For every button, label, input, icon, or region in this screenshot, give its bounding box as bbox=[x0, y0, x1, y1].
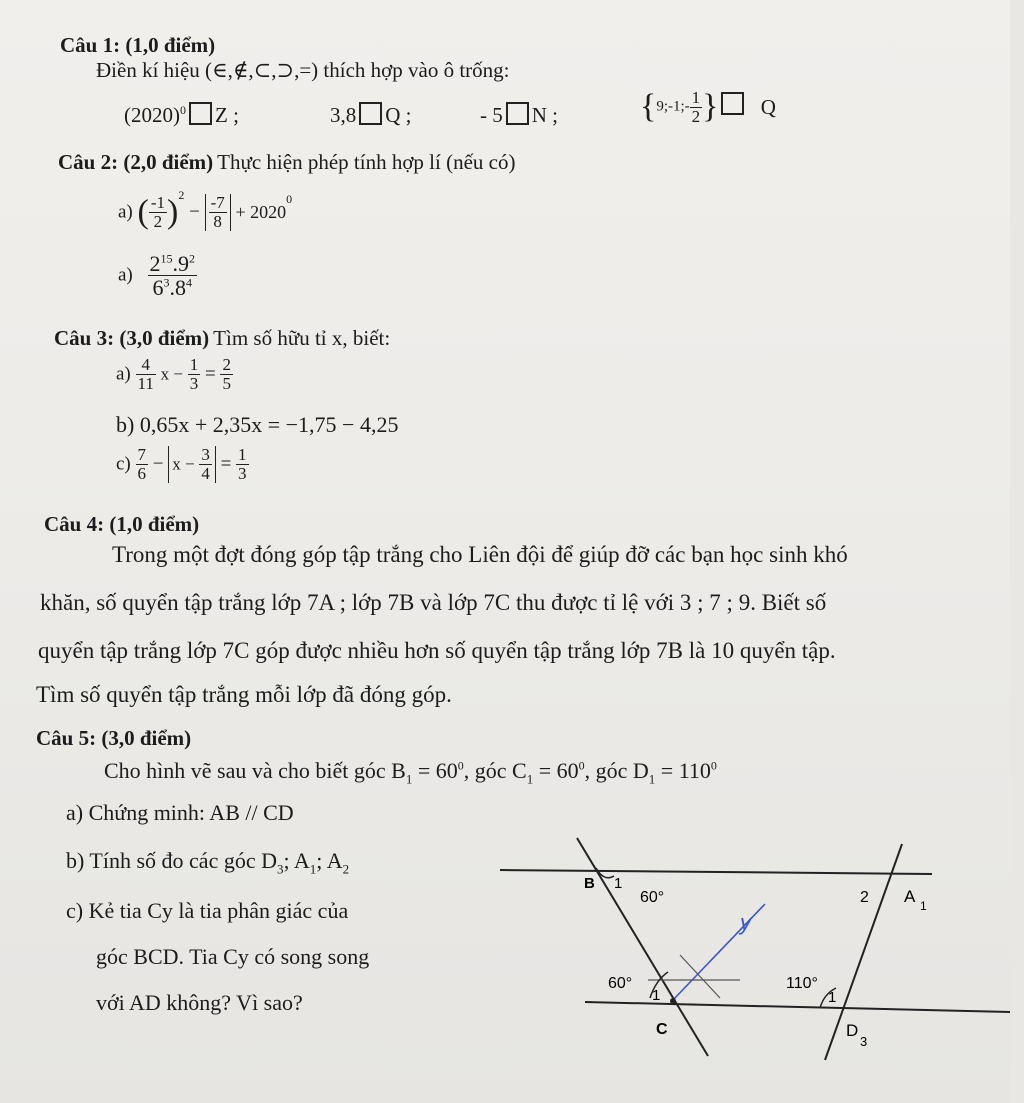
q1-title: Câu 1: (1,0 điểm) bbox=[60, 33, 216, 57]
q1-item4: {9;-1;- $\frac{1}{2}$ } Q bbox=[640, 87, 776, 126]
angle-arc-b bbox=[596, 868, 614, 878]
label-y: y bbox=[740, 910, 751, 935]
label-b1: 1 bbox=[614, 875, 623, 892]
line-ab bbox=[500, 870, 932, 874]
q5-part-c-line3: với AD không? Vì sao? bbox=[96, 990, 303, 1015]
q5-part-a: a) Chứng minh: AB // CD bbox=[66, 800, 294, 825]
q3-heading bbox=[54, 326, 390, 351]
answer-box bbox=[189, 102, 212, 125]
q3-part-c: c) $\frac{7}{6}$ − x − $\frac{3}{4}$ = $\frac{1}{3}$ bbox=[116, 445, 247, 483]
q1-item3: - 5 N ; bbox=[480, 103, 558, 127]
label-a-sub: 1 bbox=[920, 899, 927, 913]
geometry-figure bbox=[480, 830, 1010, 1070]
q2-title: Câu 2: (2,0 điểm) bbox=[58, 150, 214, 174]
q4-line1: Trong một đợt đóng góp tập trắng cho Liên đội để giúp đỡ các bạn học sinh khó bbox=[112, 542, 848, 567]
label-2: 2 bbox=[860, 889, 869, 906]
construction-arc bbox=[680, 955, 720, 998]
q2-heading bbox=[58, 150, 515, 175]
label-d-sub: 3 bbox=[860, 1034, 868, 1049]
q2-part-b: a) $\frac{2^{15}.9^2}{6^3.8^4}$ bbox=[118, 251, 196, 301]
ray-cy bbox=[673, 904, 765, 1000]
label-a: A bbox=[904, 887, 916, 906]
q4-title: Câu 4: (1,0 điểm) bbox=[44, 512, 200, 536]
q3-part-b: b) 0,65x + 2,35x = −1,75 − 4,25 bbox=[116, 412, 399, 437]
q1-item2: 3,8 Q ; bbox=[330, 103, 412, 127]
label-angle-d: 110° bbox=[786, 975, 818, 992]
transversal-ad bbox=[825, 844, 902, 1060]
q4-line3: quyển tập trắng lớp 7C góp được nhiều hơn số quyển tập trắng lớp 7B là 10 quyển tập. bbox=[38, 638, 836, 663]
point-c bbox=[670, 998, 676, 1004]
q5-part-b: b) Tính số đo các góc $D_3$; $A_1$; $A_2$ bbox=[66, 848, 350, 877]
answer-box bbox=[506, 102, 529, 125]
q1-item1: $(2020)^0$ Z ; bbox=[124, 103, 239, 127]
q2-part-a: a) ( $\frac{-1}{2}$ )$^2$ − $\frac{-7}{8}$ + $2020^0$ bbox=[118, 188, 293, 232]
label-d1: 1 bbox=[828, 989, 837, 1006]
q4-line2: khăn, số quyển tập trắng lớp 7A ; lớp 7B và lớp 7C thu được tỉ lệ với 3 ; 7 ; 9. Biết số bbox=[40, 590, 827, 615]
q3-part-a: a) $\frac{4}{11}$ x − $\frac{1}{3}$ = $\frac{2}{5}$ bbox=[116, 355, 231, 393]
q3-title: Câu 3: (3,0 điểm) bbox=[54, 326, 210, 350]
q5-part-c-line2: góc BCD. Tia Cy có song song bbox=[96, 944, 370, 969]
answer-box bbox=[359, 102, 382, 125]
label-d: D bbox=[846, 1021, 859, 1040]
q1-instruction: Điền kí hiệu (∈,∉,⊂,⊃,=) thích hợp vào ô trống: bbox=[96, 58, 510, 82]
label-c: C bbox=[656, 1021, 668, 1038]
label-angle-c: 60° bbox=[608, 975, 633, 992]
answer-box bbox=[721, 92, 744, 115]
label-b: B bbox=[584, 875, 595, 892]
q3-instruction: Tìm số hữu tỉ x, biết: bbox=[213, 326, 391, 350]
label-c1: 1 bbox=[652, 987, 661, 1004]
q5-intro: Cho hình vẽ sau và cho biết góc $B_1 = 60^0$, góc $C_1 = 60^0$, góc $D_1 = 110^0$ bbox=[104, 758, 717, 787]
q5-part-c-line1: c) Kẻ tia Cy là tia phân giác của bbox=[66, 898, 349, 923]
q5-title: Câu 5: (3,0 điểm) bbox=[36, 726, 192, 750]
q4-line4: Tìm số quyển tập trắng mỗi lớp đã đóng góp. bbox=[36, 682, 452, 707]
q2-instruction: Thực hiện phép tính hợp lí (nếu có) bbox=[217, 150, 516, 174]
line-cd bbox=[585, 1002, 1010, 1012]
label-angle-b: 60° bbox=[640, 889, 665, 906]
